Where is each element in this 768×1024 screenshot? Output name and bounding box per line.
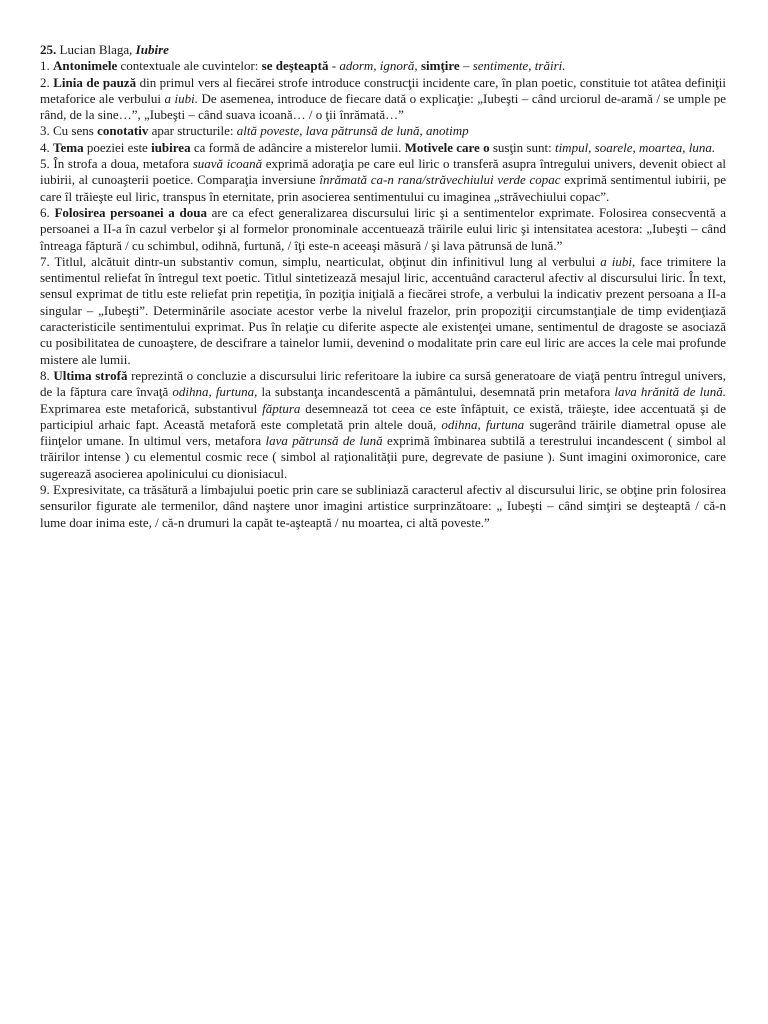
paragraph-3 bbox=[40, 123, 726, 139]
text-run: exprimă îmbinarea subtilă a terestrului incandescent ( simbol al trăirilor intense ) cu elementul cosmic rece ( simbol al raţionalităţii pure, degrevate de pasiune ). Sunt imagini oximoronice, care sugerează asocierea apolinicului cu dionisiacul. bbox=[40, 433, 726, 481]
paragraph-8 bbox=[40, 368, 726, 482]
text-run: conotativ bbox=[97, 123, 149, 139]
text-run: sentimente, trăiri. bbox=[472, 58, 566, 74]
text-run: reprezintă o concluzie a discursului liric referitoare la iubire ca sursă generatoare de viaţă pentru întregul univers, de la făptura care învaţă bbox=[40, 367, 726, 400]
text-run: 9. Expresivitate, ca trăsătură a limbajului poetic prin care se subliniază caracterul afectiv al discursului liric, se obţine prin folosirea sensurilor figurate ale termenilor, dând naştere unor imagini artistice surprinzătoare: „ Iubeşti – când simţiri se deşteaptă / că-n lume doar inima este, / că-n drumuri la capăt te-aşteaptă / nu moartea, ci altă poveste.” bbox=[40, 482, 726, 530]
text-run: la substanţa incandescentă a pământului, desemnată prin metafora bbox=[257, 384, 615, 400]
text-run: 3. Cu sens bbox=[40, 123, 98, 139]
text-run: odihna, furtuna bbox=[441, 416, 525, 432]
text-run: - bbox=[328, 58, 340, 74]
text-run: Ultima strofă bbox=[53, 367, 128, 383]
paragraph-1 bbox=[40, 58, 726, 74]
text-run: timpul, soarele, moartea, luna. bbox=[554, 139, 716, 155]
text-run: Tema bbox=[53, 139, 84, 155]
document-page bbox=[40, 42, 726, 531]
text-run: Motivele care o bbox=[404, 139, 490, 155]
text-run: desemnează tot ceea ce este înfăptuit, ce există, trăieşte, idee accentuată şi de participiul arhaic fapt. Această metaforă este completată prin altele două, bbox=[40, 400, 726, 432]
text-run: sugerând trăirile diametral opuse ale fiinţelor umane. In ultimul vers, metafora bbox=[40, 416, 726, 449]
analysis-paragraphs bbox=[40, 58, 726, 531]
paragraph-9 bbox=[40, 482, 726, 531]
text-run: , face trimitere la sentimentul reliefat în întregul text poetic. Titlul sintetizează mesajul liric, accentuând caracterul afectiv al discursului liric. În text, sensul exprimat de titlu este reliefat prin repetiţia, în poziţia iniţială a fiecărei strofe, a verbului la indicativ prezent persoana a II-a singular – „Iubeşti”. Determinările asociate acestor verbe la nivelul frazelor, prin propoziţii circumstanţiale de timp evidenţiază caracteristicile sentimentului exprimat. Pus în relaţie cu diferite aspecte ale existenţei umane, sentimentul de dragoste se asociază cu posibilitatea de cunoaştere, de descifrare a tainelor lumii, devenind o modalitate prin care eul liric are acces la cele mai profunde mistere ale lumii. bbox=[40, 253, 726, 367]
text-run: a iubi. bbox=[164, 90, 198, 106]
text-run: a iubi bbox=[600, 253, 632, 269]
text-run: poeziei este bbox=[83, 139, 152, 155]
text-run: apar structurile: bbox=[148, 123, 237, 139]
text-run: făptura bbox=[262, 400, 301, 416]
text-run: contextuale ale cuvintelor: bbox=[117, 58, 262, 74]
text-run: înrămată ca-n rana/străvechiului verde copac bbox=[319, 172, 561, 188]
document-title bbox=[40, 42, 726, 58]
text-run: altă poveste, lava pătrunsă de lună, anotimp bbox=[236, 123, 469, 139]
text-run: 6. bbox=[40, 204, 55, 220]
paragraph-5 bbox=[40, 156, 726, 205]
text-run: iubirea bbox=[151, 139, 191, 155]
text-run: lava pătrunsă de lună bbox=[265, 433, 383, 449]
text-run: exprimă sentimentul iubirii, pe care îl trăieşte eul liric, transpus în eternitate, prin asocierea sentimentului cu imaginea „străvechiului copac”. bbox=[40, 172, 726, 204]
author-name: Lucian Blaga, bbox=[56, 42, 136, 57]
text-run: se deşteaptă bbox=[261, 58, 329, 74]
paragraph-7 bbox=[40, 254, 726, 368]
text-run: odihna, furtuna, bbox=[172, 384, 258, 400]
text-run: are ca efect generalizarea discursului liric şi a sentimentelor exprimate. Folosirea consecventă a persoanei a II-a în cazul verbelor şi al formelor pronominale accentuează trăirile eului liric şi intensitatea acestora: „Iubeşti – când întreaga făptură / cu schimbul, odihnă, furtună, / îţi este-n aceeaşi măsură / şi lava pătrunsă de lună.” bbox=[40, 204, 727, 253]
text-run: adorm, ignoră, bbox=[339, 58, 418, 74]
paragraph-4 bbox=[40, 140, 726, 156]
paragraph-6 bbox=[40, 205, 726, 254]
text-run: Folosirea persoanei a doua bbox=[54, 204, 207, 220]
text-run: din primul vers al fiecărei strofe introduce construcţii incidente care, în plan poetic, constituie tot atâtea definiţii metaforice ale verbului bbox=[40, 74, 727, 106]
text-run: – bbox=[459, 58, 473, 74]
poem-title: Iubire bbox=[135, 42, 169, 57]
text-run: 5. În strofa a doua, metafora bbox=[40, 156, 193, 172]
text-run: susţin sunt: bbox=[489, 139, 555, 155]
text-run: exprimă adoraţia pe care eul liric o transferă asupra întregului univers, devenit obiect al iubirii, al cunoaşterii poetice. Comparaţia inversiune bbox=[40, 156, 726, 188]
text-run: 1. bbox=[40, 58, 53, 74]
text-run: 8. bbox=[40, 367, 54, 383]
text-run: Linia de pauză bbox=[53, 74, 137, 90]
text-run: suavă icoană bbox=[192, 156, 263, 172]
text-run: De asemenea, introduce de fiecare dată o explicaţie: „Iubeşti – când urciorul de-aramă / se umple pe rând, de la sine…”, „Iubeşti – când suava icoană… / o ţii înrămată…” bbox=[40, 90, 726, 123]
text-run: 4. bbox=[40, 139, 53, 155]
paragraph-2 bbox=[40, 75, 726, 124]
text-run: 7. Titlul, alcătuit dintr-un substantiv comun, simplu, nearticulat, obţinut din infinitivul lung al verbului bbox=[40, 253, 601, 269]
exercise-number: 25. bbox=[40, 42, 57, 57]
text-run: ca formă de adâncire a misterelor lumii. bbox=[190, 139, 405, 155]
text-run: simţire bbox=[420, 58, 460, 74]
text-run: lava hrănită de lună. bbox=[614, 384, 726, 400]
text-run: Exprimarea este metaforică, substantivul bbox=[40, 400, 263, 416]
text-run: 2. bbox=[40, 74, 54, 90]
text-run: Antonimele bbox=[53, 58, 118, 74]
